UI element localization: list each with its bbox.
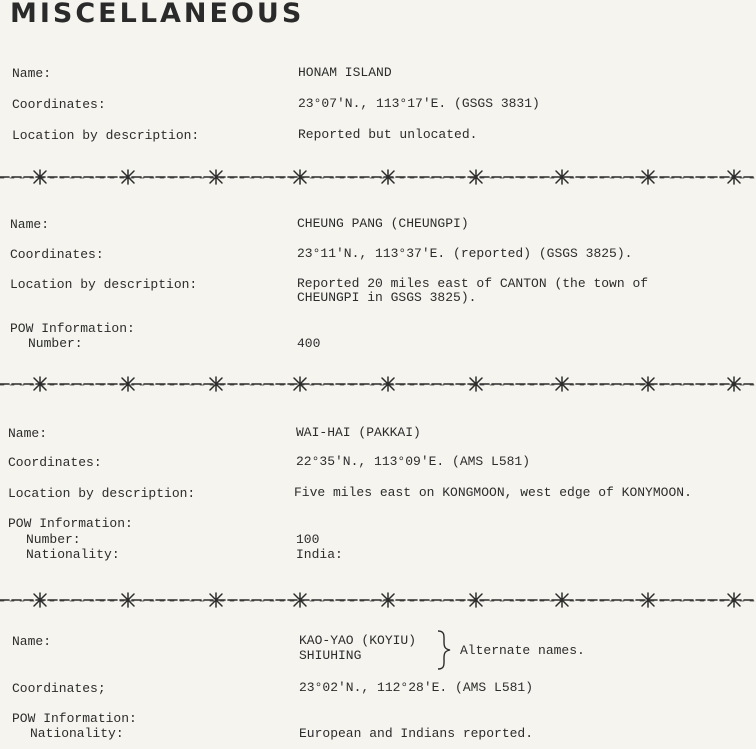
location-value: Five miles east on KONGMOON, west edge of KONYMOON. (294, 485, 692, 500)
pow-information-label: POW Information: (12, 711, 137, 726)
coordinates-label: Coordinates: (8, 455, 102, 470)
name-value-line2: SHIUHING (299, 648, 362, 663)
coordinates-value: 23°02'N., 112°28'E. (AMS L581) (299, 680, 534, 695)
name-label: Name: (12, 634, 52, 649)
coordinates-label: Coordinates: (12, 97, 106, 112)
coordinates-value: 23°11'N., 113°37'E. (reported) (GSGS 3825). (297, 246, 633, 261)
coordinates-value: 23°07'N., 113°17'E. (GSGS 3831) (298, 96, 540, 111)
location-label: Location by description: (12, 128, 200, 143)
name-value: HONAM ISLAND (298, 65, 392, 80)
name-label: Name: (8, 426, 48, 441)
nationality-label: Nationality: (26, 547, 120, 562)
location-value-line1: Reported 20 miles east of CANTON (the town of (297, 276, 649, 291)
number-label: Number: (28, 336, 83, 351)
alternate-names-note: Alternate names. (460, 643, 585, 658)
location-value: Reported but unlocated. (298, 127, 478, 142)
nationality-value: European and Indians reported. (299, 726, 534, 741)
coordinates-label: Coordinates: (10, 247, 104, 262)
nationality-label: Nationality: (30, 726, 124, 741)
pow-information-label: POW Information: (10, 321, 135, 336)
coordinates-value: 22°35'N., 113°09'E. (AMS L581) (296, 454, 531, 469)
barbed-wire-divider (0, 169, 756, 185)
right-brace-icon (436, 630, 452, 670)
number-label: Number: (26, 532, 81, 547)
location-label: Location by description: (8, 486, 196, 501)
number-value: 100 (296, 532, 320, 547)
name-value: WAI-HAI (PAKKAI) (296, 425, 421, 440)
name-value: CHEUNG PANG (CHEUNGPI) (297, 216, 469, 231)
name-label: Name: (10, 217, 50, 232)
barbed-wire-divider (0, 376, 756, 392)
barbed-wire-divider (0, 592, 756, 608)
pow-information-label: POW Information: (8, 516, 133, 531)
page-title: MISCELLANEOUS (10, 0, 305, 29)
location-label: Location by description: (10, 277, 198, 292)
nationality-value: India: (296, 547, 343, 562)
number-value: 400 (297, 336, 321, 351)
name-value-line1: KAO-YAO (KOYIU) (299, 633, 417, 648)
coordinates-label: Coordinates; (12, 681, 106, 696)
location-value-line2: CHEUNGPI in GSGS 3825). (297, 290, 477, 305)
name-label: Name: (12, 66, 52, 81)
